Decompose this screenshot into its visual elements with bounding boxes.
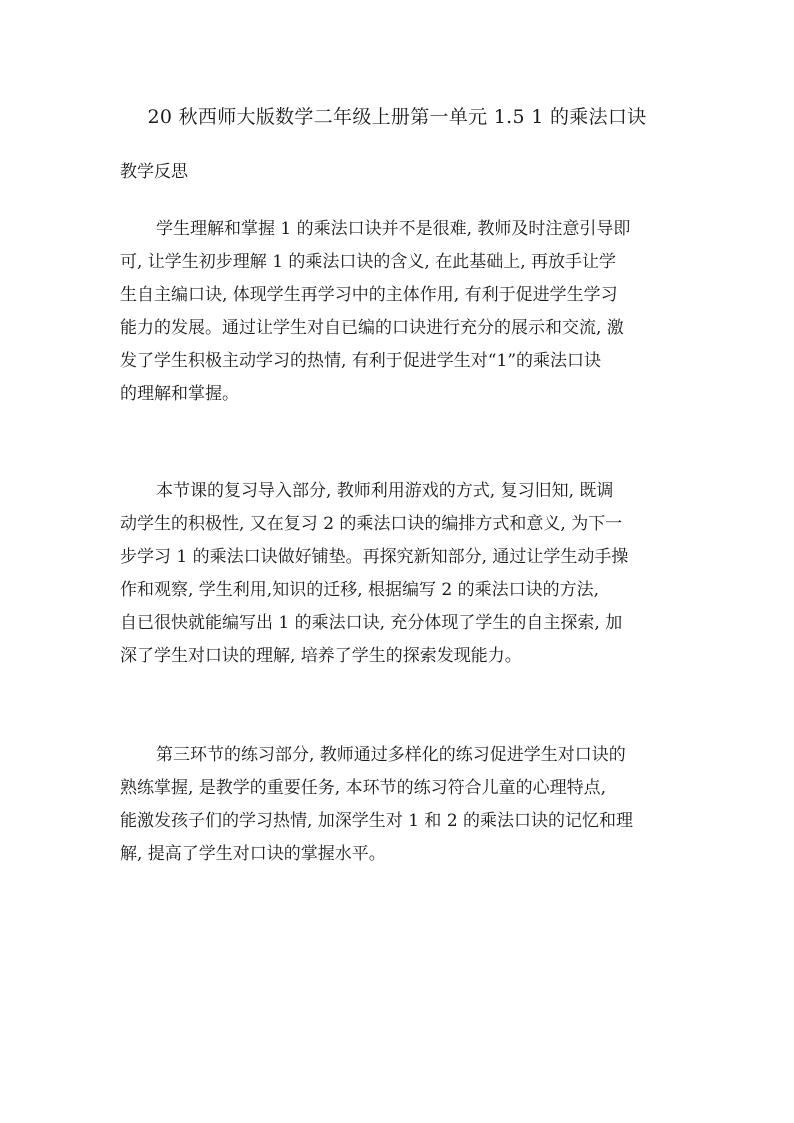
paragraph-line: 学生理解和掌握 1 的乘法口诀并不是很难, 教师及时注意引导即: [156, 219, 631, 239]
paragraph-line: 本节课的复习导入部分, 教师利用游戏的方式, 复习旧知, 既调: [156, 481, 614, 501]
paragraph-line: 可, 让学生初步理解 1 的乘法口诀的含义, 在此基础上, 再放手让学: [120, 252, 617, 272]
paragraph-line: 生自主编口诀, 体现学生再学习中的主体作用, 有利于促进学生学习: [120, 285, 618, 305]
paragraph-1: [120, 213, 680, 411]
paragraph-line: 熟练掌握, 是教学的重要任务, 本环节的练习符合儿童的心理特点,: [120, 778, 607, 798]
paragraph-3: [120, 739, 680, 871]
document-title: 20 秋西师大版数学二年级上册第一单元 1.5 1 的乘法口诀: [147, 106, 647, 128]
section-label: 教学反思: [120, 162, 188, 182]
paragraph-line: 能力的发展。通过让学生对自已编的口诀进行充分的展示和交流, 激: [120, 318, 624, 338]
paragraph-line: 深了学生对口诀的理解, 培养了学生的探索发现能力。: [120, 646, 522, 666]
paragraph-line: 的理解和掌握。: [120, 384, 239, 404]
paragraph-line: 步学习 1 的乘法口诀做好铺垫。再探究新知部分, 通过让学生动手操: [120, 547, 629, 567]
paragraph-line: 自已很快就能编写出 1 的乘法口诀, 充分体现了学生的自主探索, 加: [120, 613, 623, 633]
paragraph-line: 发了学生积极主动学习的热情, 有利于促进学生对“1”的乘法口诀: [120, 351, 602, 371]
paragraph-line: 解, 提高了学生对口诀的掌握水平。: [120, 844, 386, 864]
paragraph-2: [120, 475, 680, 673]
paragraph-line: 第三环节的练习部分, 教师通过多样化的练习促进学生对口诀的: [156, 745, 626, 765]
paragraph-line: 能激发孩子们的学习热情, 加深学生对 1 和 2 的乘法口诀的记忆和理: [120, 811, 634, 831]
paragraph-line: 动学生的积极性, 又在复习 2 的乘法口诀的编排方式和意义, 为下一: [120, 514, 623, 534]
paragraph-line: 作和观察, 学生利用,知识的迁移, 根据编写 2 的乘法口诀的方法,: [120, 580, 600, 600]
